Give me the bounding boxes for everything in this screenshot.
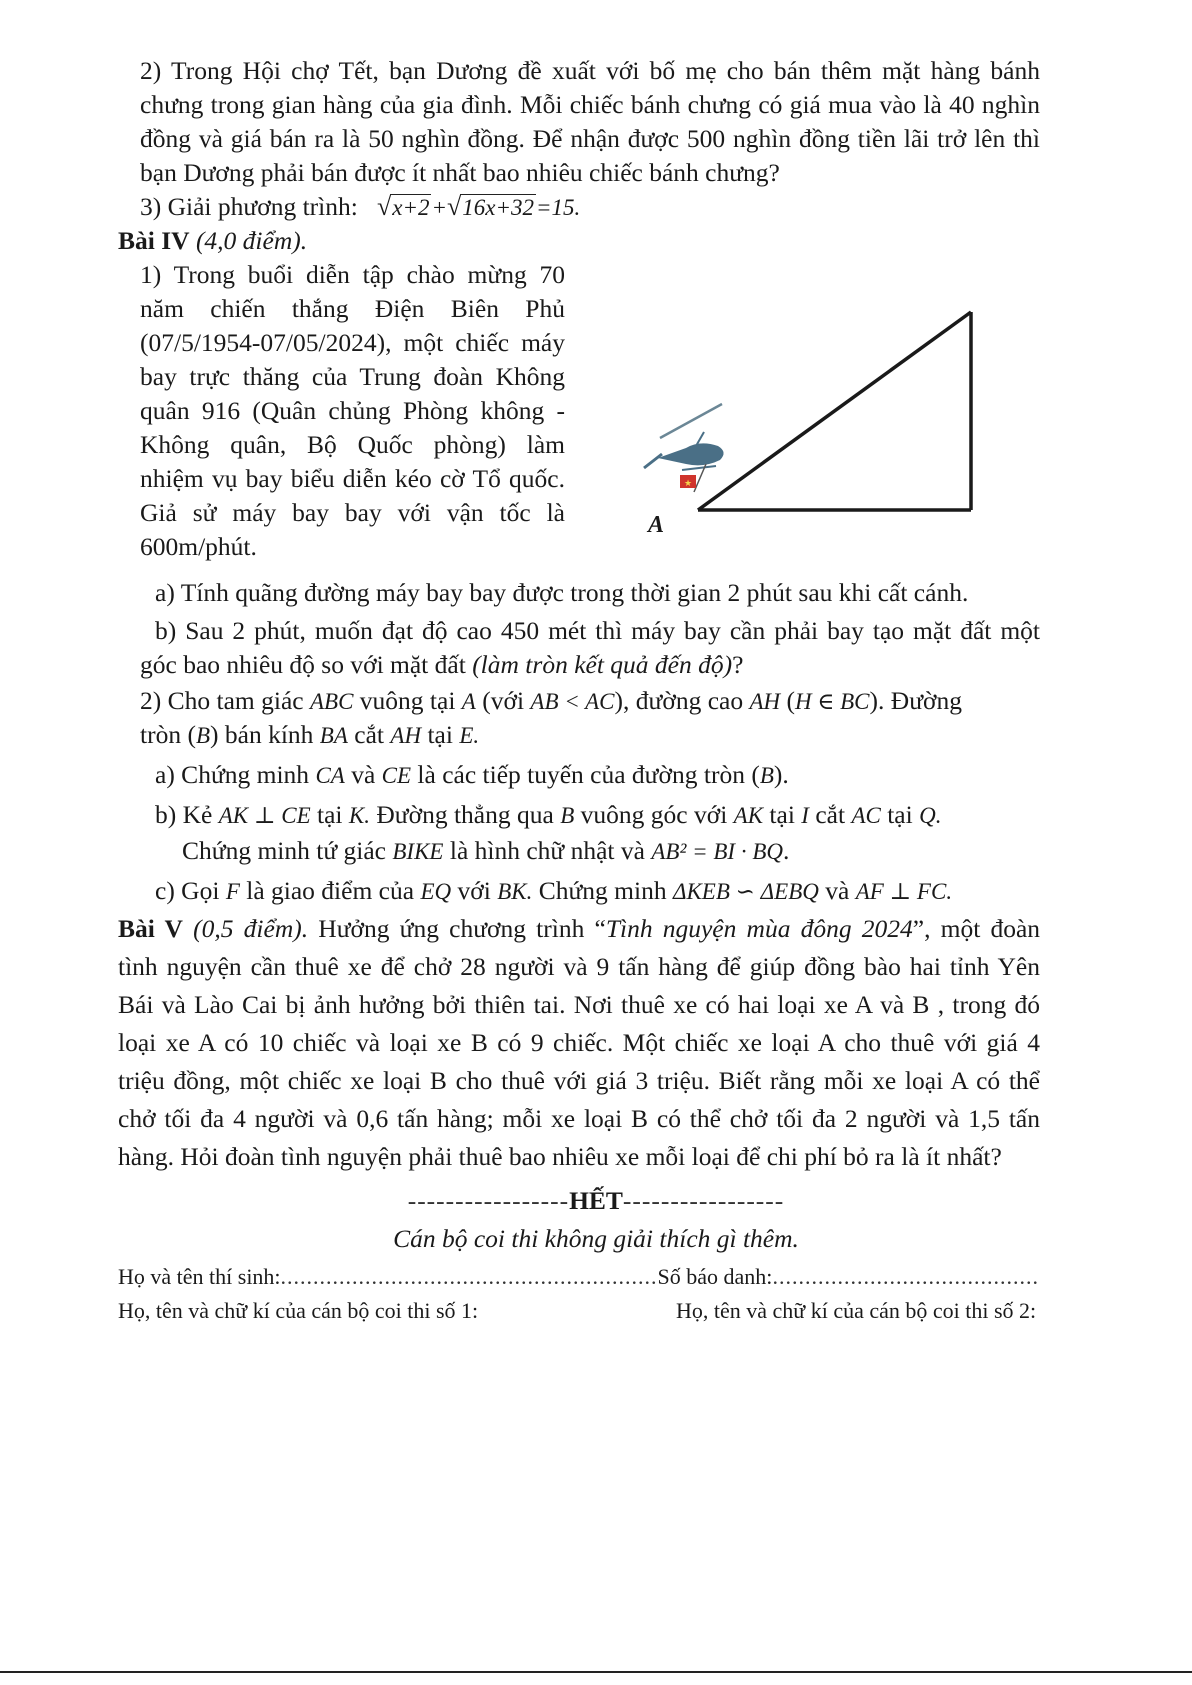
bottom-border [0, 1671, 1192, 1673]
b5-line-7: hàng. Hỏi đoàn tình nguyện phải thuê bao nhiêu xe mỗi loại để chi phí bỏ ra là ít nhất? [118, 1142, 1002, 1171]
b4-q1-line-3: (07/5/1954-07/05/2024), một chiếc máy [140, 328, 565, 357]
t1: c) Gọi [155, 876, 220, 905]
b4-q1b-line-2 [140, 648, 743, 682]
b4-q1-line-9: 600m/phút. [140, 532, 257, 561]
point-a-label: A [648, 512, 665, 538]
t2: Tình nguyện mùa đông 2024 [605, 914, 913, 943]
t3: ) bán kính [210, 720, 314, 749]
t5: với [457, 876, 491, 905]
b4-q2c [155, 874, 952, 909]
t5: Đường thẳng qua [376, 800, 554, 829]
b4-q1b-line-1: b) Sau 2 phút, muốn đạt độ cao 450 mét thì máy bay cần phải bay tạo mặt đất một [155, 616, 1040, 645]
b4-q1-line-1: 1) Trong buổi diễn tập chào mừng 70 [140, 260, 565, 289]
b4-q1-line-8: Giả sử máy bay bay với vận tốc là [140, 498, 565, 527]
triangle-figure [600, 300, 1060, 560]
b3-q3-rhs: =15. [536, 195, 581, 220]
t7: Chứng minh [538, 876, 667, 905]
sqrt-sign-2: √ [447, 192, 462, 221]
t2: AK ⊥ CE [218, 803, 311, 828]
t6: BK. [497, 879, 533, 904]
b5-line-4: loại xe A có 10 chiếc và loại xe B có 9 chiếc. Một chiếc xe loại A cho thuê với giá 4 [118, 1028, 1040, 1057]
b4-heading [118, 224, 307, 258]
t12: AC [851, 803, 881, 828]
b5-line-6: chở tối đa 4 người và 0,6 tấn hàng; mỗi xe loại B có thể chở tối đa 2 người và 1,5 tấn [118, 1104, 1040, 1133]
t6: B [560, 803, 575, 828]
t1: 2) Cho tam giác [140, 686, 304, 715]
b3-q2-line-1: 2) Trong Hội chợ Tết, bạn Dương đề xuất với bố mẹ cho bán thêm mặt hàng bánh [140, 56, 1040, 85]
end-label: HẾT [569, 1186, 623, 1215]
candidate-name-row [118, 1260, 1039, 1294]
t4: EQ [420, 879, 452, 904]
sbd-label: Số báo danh: [657, 1264, 773, 1289]
t6: B [759, 763, 774, 788]
b4-q2-line-2 [140, 718, 479, 753]
end-marker [0, 1184, 1192, 1218]
t2: F [225, 879, 240, 904]
t2: BIKE [392, 839, 444, 864]
t3: là hình chữ nhật và [449, 836, 645, 865]
t6: AB < AC [530, 689, 615, 714]
t1: Hưởng ứng chương trình “ [318, 914, 606, 943]
t3: là giao điểm của [246, 876, 415, 905]
t9: tại [769, 800, 795, 829]
t7: ). [773, 760, 789, 789]
t4: AB² = BI · BQ [651, 839, 783, 864]
b5-title: Bài V [118, 914, 183, 943]
name-dots: .......................................................... [280, 1264, 658, 1289]
t7: ), đường cao [614, 686, 744, 715]
b5-line-1 [118, 912, 1040, 946]
t10: AF ⊥ FC. [855, 879, 953, 904]
b4-points: (4,0 điểm). [195, 226, 308, 255]
b4-q1-line-4: bay trực thăng của Trung đoàn Không [140, 362, 565, 391]
helicopter-icon [644, 404, 724, 470]
dash-left: ----------------- [407, 1186, 570, 1215]
proctor-2-label: Họ, tên và chữ kí của cán bộ coi thi số 2: [676, 1298, 1037, 1323]
t2: B [195, 723, 211, 748]
t11: ). Đường [869, 686, 962, 715]
b3-q3-equation [140, 190, 580, 225]
t3: và [351, 760, 376, 789]
t10: H ∈ BC [795, 689, 870, 714]
t4: A [461, 689, 476, 714]
b3-q2-line-3: đồng và giá bán ra là 50 nghìn đồng. Để nhận được 500 nghìn đồng tiền lãi trở lên thì [140, 124, 1040, 153]
sbd-dots: ......................................... [772, 1264, 1039, 1289]
sqrt-sign-1: √ [376, 192, 392, 221]
t1: b) Kẻ [155, 800, 213, 829]
t6: AH [390, 723, 422, 748]
b4-q2a [155, 758, 789, 793]
t5: . [782, 836, 790, 865]
t2: CA [315, 763, 345, 788]
b3-q2-line-4: bạn Dương phải bán được ít nhất bao nhiêu chiếc bánh chưng? [140, 158, 780, 187]
b4-q2b-line-2 [182, 834, 789, 869]
t4: CE [381, 763, 412, 788]
b5-points: (0,5 điểm). [193, 914, 309, 943]
t2: ABC [309, 689, 354, 714]
b5-line-2: tình nguyện cần thuê xe để chở 28 người và 9 tấn hàng để giúp đồng bào hai tỉnh Yên [118, 952, 1040, 981]
flight-path-line [698, 312, 971, 510]
t8: E. [459, 723, 480, 748]
b4-q1-line-5: quân 916 (Quân chủng Phòng không - [140, 396, 565, 425]
svg-text:★: ★ [684, 478, 693, 488]
proctor-1-label: Họ, tên và chữ kí của cán bộ coi thi số 1: [118, 1298, 479, 1323]
t4: BA [319, 723, 348, 748]
b3-q3-rad2: 16x+32 [462, 195, 535, 220]
dash-right: ----------------- [622, 1186, 785, 1215]
b4-q1-line-7: nhiệm vụ bay biểu diễn kéo cờ Tổ quốc. [140, 464, 565, 493]
t4: K. [348, 803, 370, 828]
t10: I [801, 803, 809, 828]
b4-q2b-line-1 [155, 798, 941, 833]
t13: tại [887, 800, 913, 829]
b5-line-5: triệu đồng, một chiếc xe loại B cho thuê với giá 3 triệu. Biết rằng mỗi xe loại A có thể [118, 1066, 1040, 1095]
t3: tại [317, 800, 343, 829]
t1: Chứng minh tứ giác [182, 836, 386, 865]
t9: và [825, 876, 850, 905]
q1b-rounding-note: (làm tròn kết quả đến độ) [472, 650, 733, 679]
t3: vuông tại [359, 686, 456, 715]
b3-q2-line-2: chưng trong gian hàng của gia đình. Mỗi chiếc bánh chưng có giá mua vào là 40 nghìn [140, 90, 1040, 119]
t1: a) Chứng minh [155, 760, 310, 789]
t8: AK [733, 803, 764, 828]
proctor-note: Cán bộ coi thi không giải thích gì thêm. [393, 1224, 799, 1253]
b3-q3-plus: + [431, 195, 447, 220]
t11: cắt [815, 800, 846, 829]
b4-q2-line-1 [140, 684, 962, 719]
name-label: Họ và tên thí sinh: [118, 1264, 281, 1289]
t1: tròn ( [140, 720, 196, 749]
b4-q1a: a) Tính quãng đường máy bay bay được trong thời gian 2 phút sau khi cất cánh. [155, 578, 969, 607]
b3-q3-prefix: 3) Giải phương trình: [140, 192, 358, 221]
t3: ”, một đoàn [912, 914, 1041, 943]
b3-q3-rad1: x+2 [392, 195, 430, 220]
q1b-qmark: ? [732, 650, 744, 679]
t7: tại [427, 720, 453, 749]
t8: AH [749, 689, 781, 714]
b4-q1-line-2: năm chiến thắng Điện Biên Phủ [140, 294, 565, 323]
t5: là các tiếp tuyến của đường tròn ( [417, 760, 760, 789]
b5-line-3: Bái và Lào Cai bị ảnh hưởng bởi thiên tai. Nơi thuê xe có hai loại xe A và B , trong đó [118, 990, 1040, 1019]
t5: cắt [354, 720, 385, 749]
t7: vuông góc với [580, 800, 728, 829]
t9: ( [786, 686, 795, 715]
t14: Q. [919, 803, 942, 828]
t5: (với [482, 686, 525, 715]
b4-q1-line-6: Không quân, Bộ Quốc phòng) làm [140, 430, 565, 459]
t8: ΔKEB ∽ ΔEBQ [672, 879, 819, 904]
b4-title: Bài IV [118, 226, 190, 255]
q1b-text: góc bao nhiêu độ so với mặt đất [140, 650, 466, 679]
